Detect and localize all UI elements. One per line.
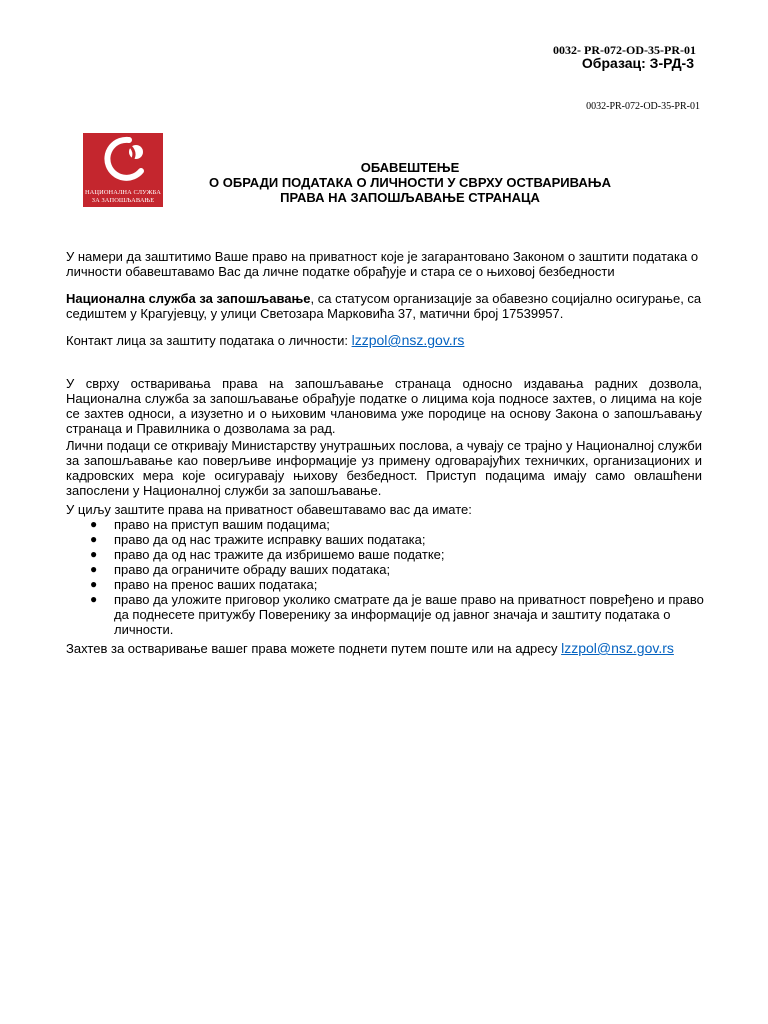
nsz-logo: [83, 133, 163, 207]
list-item: [66, 517, 706, 532]
request-label: Захтев за остваривање вашег права можете поднети путем поште или на адресу: [66, 641, 562, 656]
bullet-icon: ●: [90, 532, 98, 546]
organization-paragraph: [66, 291, 702, 321]
right-text: право да уложите приговор уколико сматрате да је ваше право на приватност повређено и право да поднесете притужбу Поверенику за информације од јавног значаја и заштиту података о личности.: [114, 592, 704, 637]
request-email-link[interactable]: lzzpol@nsz.gov.rs: [561, 640, 674, 656]
intro-paragraph: У намери да заштитимо Ваше право на приватност које је загарантовано Законом о заштити података о личности обавештавамо Вас да личне податке обрађује и стара се о њиховој безбедности: [66, 249, 699, 279]
right-text: право на приступ вашим подацима;: [114, 517, 330, 532]
bullet-icon: ●: [90, 592, 98, 606]
right-text: право да ограничите обраду ваших података;: [114, 562, 391, 577]
document-code: 0032- PR-072-OD-35-PR-01: [553, 43, 696, 57]
request-paragraph: [66, 641, 702, 656]
title-line2: О ОБРАДИ ПОДАТАКА О ЛИЧНОСТИ У СВРХУ ОСТВАРИВАЊА: [209, 175, 611, 190]
list-item: [66, 592, 706, 637]
title-line1: ОБАВЕШТЕЊЕ: [360, 160, 460, 175]
contact-label: Контакт лица за заштиту података о личности:: [66, 333, 352, 348]
bullet-icon: ●: [90, 577, 98, 591]
logo-text-line2: ЗА ЗАПОШЉАВАЊЕ: [91, 196, 155, 204]
contact-email-link[interactable]: lzzpol@nsz.gov.rs: [351, 332, 465, 348]
right-text: право на пренос ваших података;: [114, 577, 318, 592]
form-name: Образац: З-РД-3: [581, 55, 694, 71]
logo-text-line1: НАЦИОНАЛНА СЛУЖБА: [84, 189, 162, 196]
list-item: [66, 577, 706, 592]
title-line3: ПРАВА НА ЗАПОШЉАВАЊЕ СТРАНАЦА: [280, 190, 540, 205]
right-text: право да од нас тражите да избришемо ваше податке;: [114, 547, 445, 562]
rights-list: [66, 517, 706, 637]
document-code-small: 0032-PR-072-OD-35-PR-01: [586, 101, 700, 112]
bullet-icon: ●: [90, 547, 98, 561]
purpose-paragraph: У сврху остваривања права на запошљавање странаца односно издавања радних дозвола, Национална служба за запошљавање обрађује податке о лицима која подносе захтев, о лицима на које се захтев односи, а изузетно и о њиховим члановима уже породице на основу Закона о запошљавању странаца и Правилника о дозволама за рад.: [66, 376, 702, 436]
organization-details: , са статусом организације за обавезно социјално осигурање, са седиштем у Крагујевцу, у улици Светозара Марковића 37, матични број 17539957.: [66, 291, 702, 321]
disclosure-paragraph: Лични подаци се откривају Министарству унутрашњих послова, а чувају се трајно у Националној служби за запошљавање као поверљиве информације уз примену одговарајућих техничких, организационих и кадровских мера које осигуравају њихову безбедност. Приступ подацима имају само овлашћени запослени у Националној служби за запошљавање.: [66, 438, 702, 498]
right-text: право да од нас тражите исправку ваших података;: [114, 532, 426, 547]
document-title: [160, 160, 660, 205]
bullet-icon: ●: [90, 517, 98, 531]
contact-paragraph: [66, 333, 702, 348]
rights-intro: У циљу заштите права на приватност обавештавамо вас да имате:: [66, 502, 472, 517]
list-item: [66, 562, 706, 577]
bullet-icon: ●: [90, 562, 98, 576]
list-item: [66, 547, 706, 562]
list-item: [66, 532, 706, 547]
organization-name: Национална служба за запошљавање: [66, 291, 311, 306]
